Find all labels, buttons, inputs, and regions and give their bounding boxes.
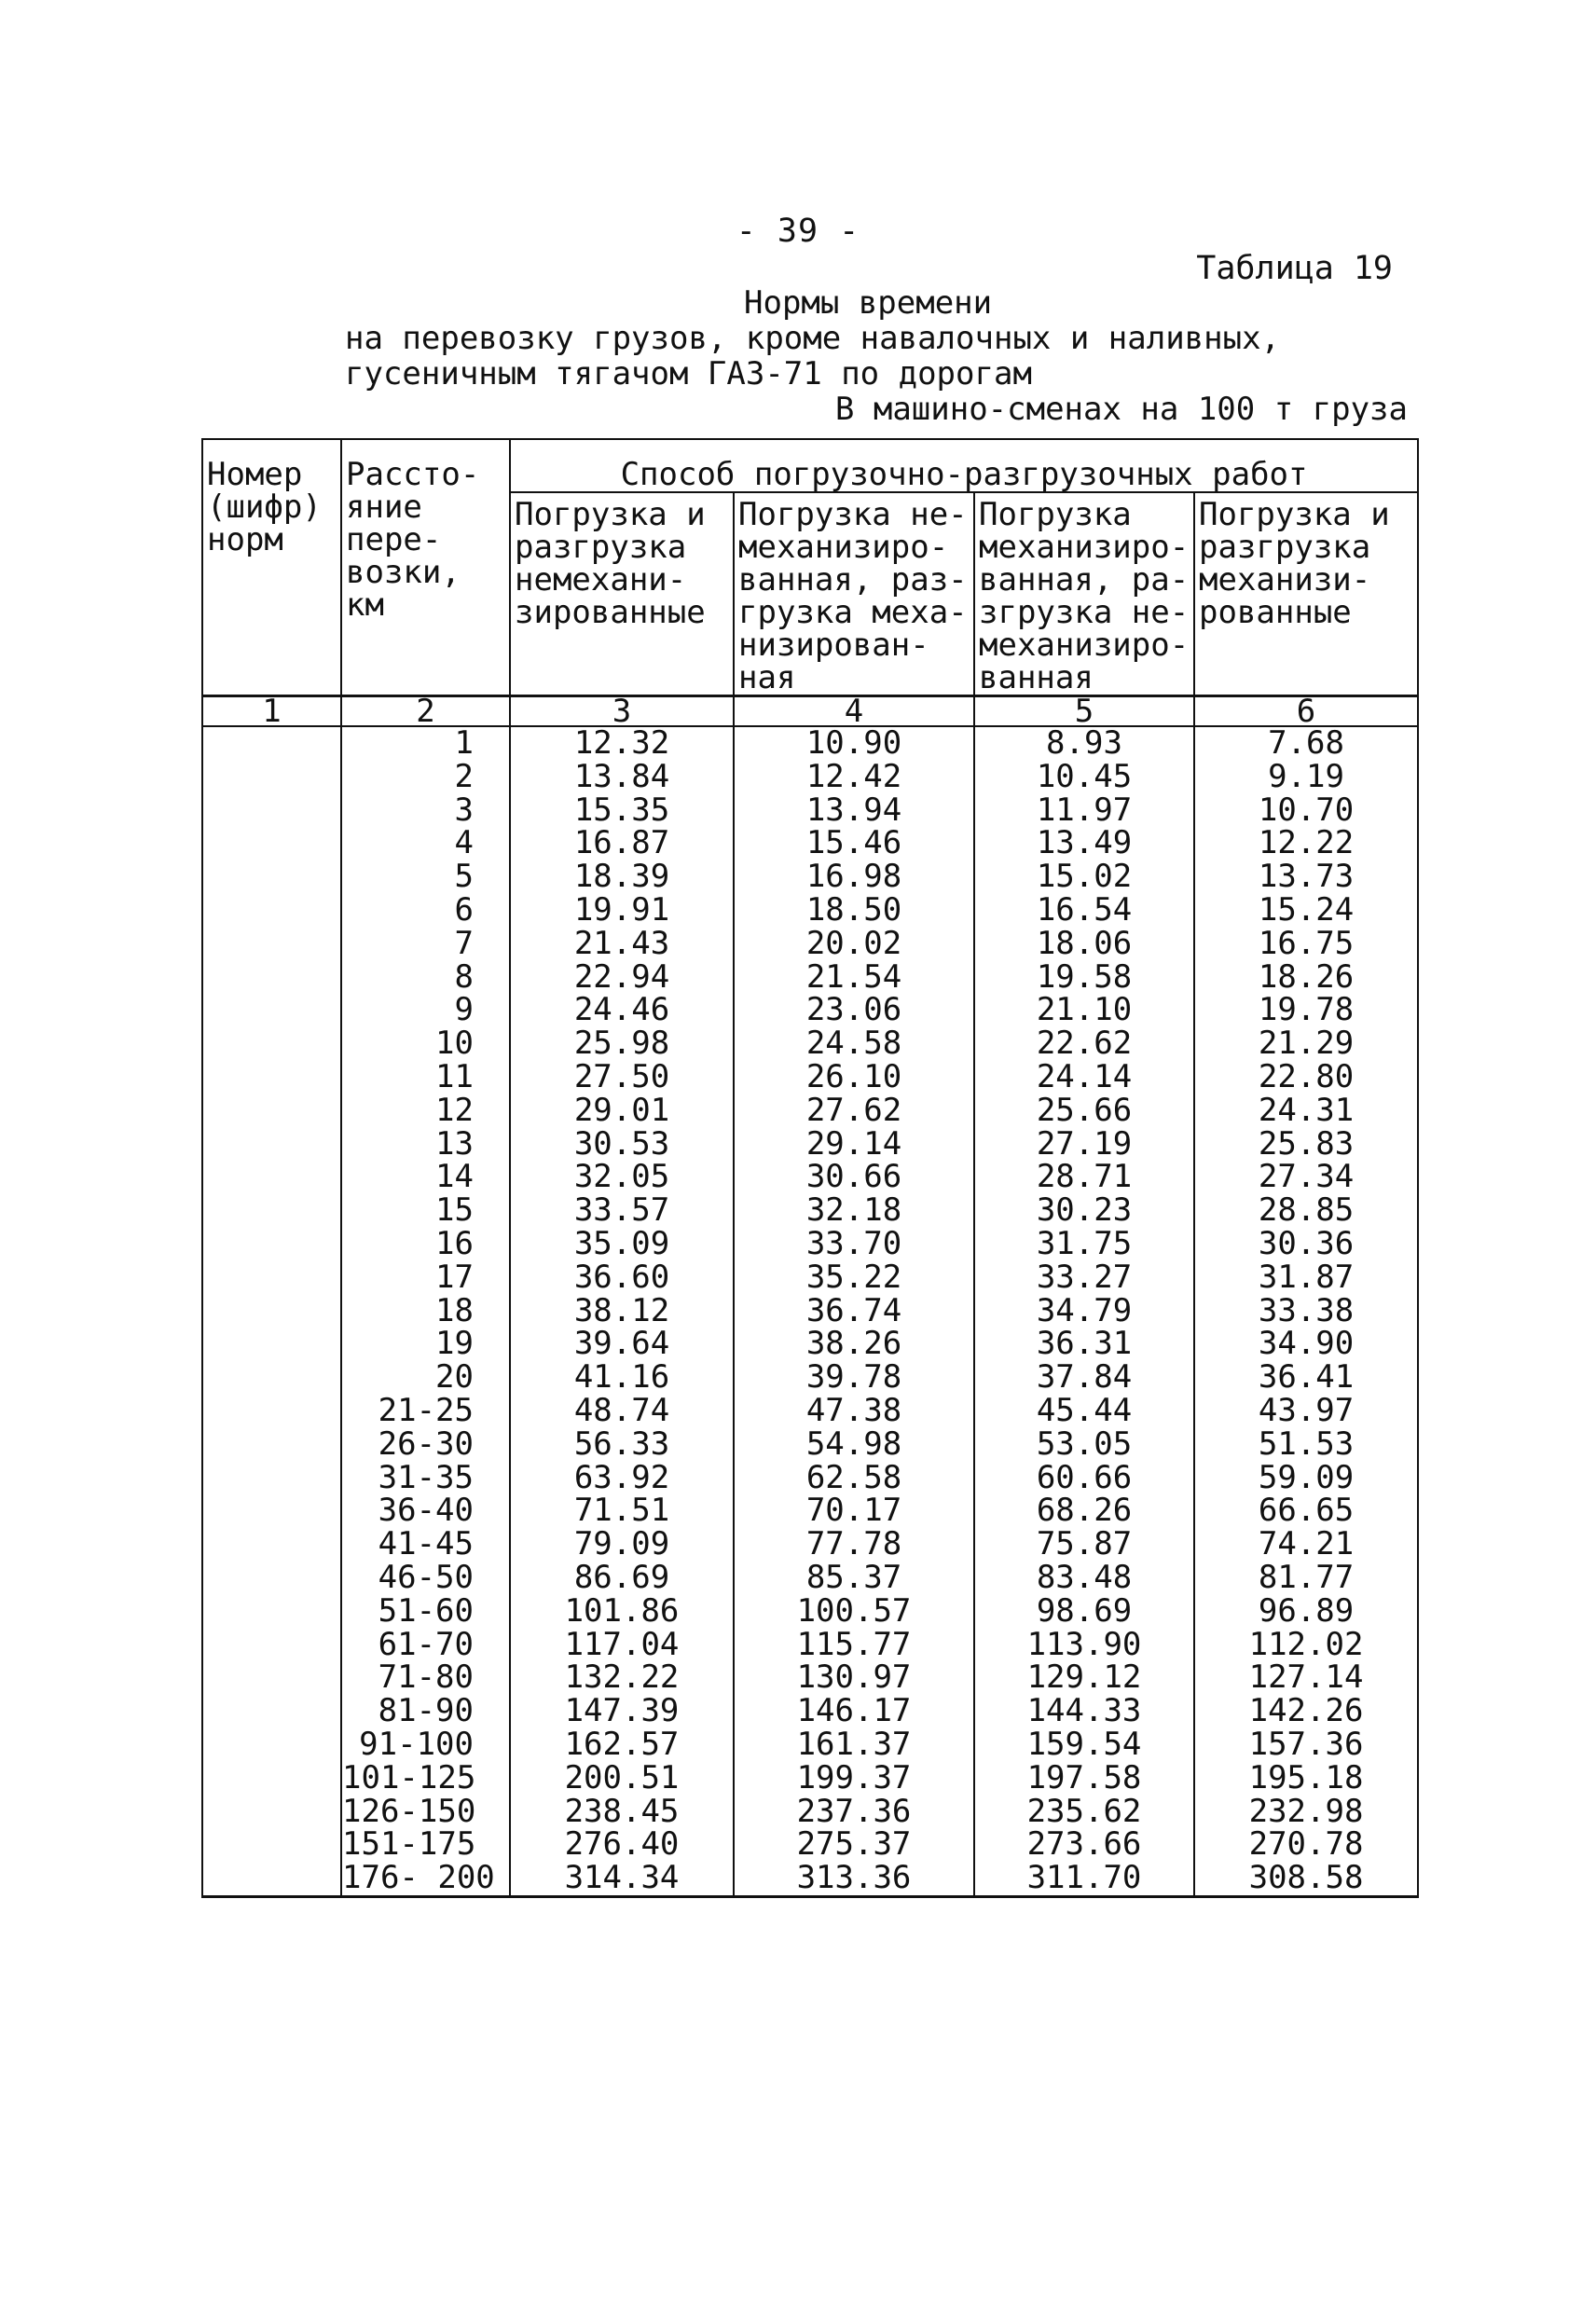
cell-distance: 36-40 bbox=[341, 1494, 510, 1528]
cell-norm-number bbox=[202, 794, 341, 828]
cell-mech-load-manual-unload: 13.49 bbox=[974, 827, 1194, 860]
cell-norm-number bbox=[202, 894, 341, 928]
cell-distance: 101-125 bbox=[341, 1762, 510, 1796]
cell-mech-load-manual-unload: 83.48 bbox=[974, 1562, 1194, 1595]
cell-mech-load-manual-unload: 19.58 bbox=[974, 961, 1194, 995]
table-row bbox=[202, 1428, 1418, 1462]
cell-mech-both: 81.77 bbox=[1194, 1562, 1418, 1595]
cell-norm-number bbox=[202, 1261, 341, 1295]
header-manual-both: Погрузка и разгрузка немехани- зированные bbox=[510, 492, 734, 696]
table-row bbox=[202, 1862, 1418, 1896]
cell-manual-both: 32.05 bbox=[510, 1161, 734, 1194]
cell-manual-both: 132.22 bbox=[510, 1661, 734, 1695]
cell-manual-both: 86.69 bbox=[510, 1562, 734, 1595]
cell-norm-number bbox=[202, 860, 341, 894]
cell-manual-load-mech-unload: 39.78 bbox=[734, 1361, 974, 1395]
cell-distance: 12 bbox=[341, 1094, 510, 1128]
cell-mech-both: 16.75 bbox=[1194, 928, 1418, 961]
cell-mech-load-manual-unload: 22.62 bbox=[974, 1027, 1194, 1061]
cell-norm-number bbox=[202, 1762, 341, 1796]
cell-distance: 13 bbox=[341, 1128, 510, 1162]
cell-mech-both: 308.58 bbox=[1194, 1862, 1418, 1896]
table-row bbox=[202, 827, 1418, 860]
cell-distance: 71-80 bbox=[341, 1661, 510, 1695]
table-row bbox=[202, 1494, 1418, 1528]
cell-manual-load-mech-unload: 62.58 bbox=[734, 1462, 974, 1495]
cell-manual-both: 56.33 bbox=[510, 1428, 734, 1462]
title-heading: Нормы времени bbox=[744, 284, 993, 322]
cell-mech-both: 30.36 bbox=[1194, 1228, 1418, 1261]
cell-manual-both: 35.09 bbox=[510, 1228, 734, 1261]
cell-mech-load-manual-unload: 68.26 bbox=[974, 1494, 1194, 1528]
cell-manual-both: 27.50 bbox=[510, 1061, 734, 1094]
cell-mech-both: 9.19 bbox=[1194, 761, 1418, 794]
cell-manual-load-mech-unload: 16.98 bbox=[734, 860, 974, 894]
cell-distance: 81-90 bbox=[341, 1695, 510, 1728]
cell-mech-load-manual-unload: 30.23 bbox=[974, 1194, 1194, 1228]
cell-manual-load-mech-unload: 161.37 bbox=[734, 1728, 974, 1762]
cell-manual-both: 33.57 bbox=[510, 1194, 734, 1228]
cell-mech-load-manual-unload: 197.58 bbox=[974, 1762, 1194, 1796]
cell-mech-load-manual-unload: 235.62 bbox=[974, 1796, 1194, 1829]
cell-manual-load-mech-unload: 199.37 bbox=[734, 1762, 974, 1796]
cell-mech-load-manual-unload: 24.14 bbox=[974, 1061, 1194, 1094]
cell-mech-load-manual-unload: 28.71 bbox=[974, 1161, 1194, 1194]
cell-norm-number bbox=[202, 928, 341, 961]
cell-manual-both: 16.87 bbox=[510, 827, 734, 860]
cell-mech-both: 18.26 bbox=[1194, 961, 1418, 995]
cell-distance: 151-175 bbox=[341, 1828, 510, 1862]
table-title bbox=[345, 285, 1417, 427]
cell-manual-both: 15.35 bbox=[510, 794, 734, 828]
cell-manual-load-mech-unload: 115.77 bbox=[734, 1629, 974, 1662]
cell-norm-number bbox=[202, 1595, 341, 1629]
cell-mech-load-manual-unload: 53.05 bbox=[974, 1428, 1194, 1462]
cell-mech-both: 96.89 bbox=[1194, 1595, 1418, 1629]
cell-mech-load-manual-unload: 34.79 bbox=[974, 1295, 1194, 1328]
cell-manual-both: 22.94 bbox=[510, 961, 734, 995]
cell-distance: 26-30 bbox=[341, 1428, 510, 1462]
cell-manual-load-mech-unload: 38.26 bbox=[734, 1328, 974, 1361]
cell-manual-load-mech-unload: 35.22 bbox=[734, 1261, 974, 1295]
cell-mech-both: 270.78 bbox=[1194, 1828, 1418, 1862]
column-number: 2 bbox=[341, 696, 510, 727]
cell-norm-number bbox=[202, 1194, 341, 1228]
cell-norm-number bbox=[202, 1428, 341, 1462]
cell-norm-number bbox=[202, 994, 341, 1027]
cell-norm-number bbox=[202, 1094, 341, 1128]
cell-manual-load-mech-unload: 130.97 bbox=[734, 1661, 974, 1695]
cell-manual-both: 41.16 bbox=[510, 1361, 734, 1395]
cell-mech-load-manual-unload: 16.54 bbox=[974, 894, 1194, 928]
cell-mech-both: 66.65 bbox=[1194, 1494, 1418, 1528]
cell-manual-both: 39.64 bbox=[510, 1328, 734, 1361]
cell-mech-load-manual-unload: 21.10 bbox=[974, 994, 1194, 1027]
table-row bbox=[202, 726, 1418, 761]
cell-distance: 18 bbox=[341, 1295, 510, 1328]
cell-norm-number bbox=[202, 1695, 341, 1728]
cell-manual-load-mech-unload: 54.98 bbox=[734, 1428, 974, 1462]
cell-manual-load-mech-unload: 77.78 bbox=[734, 1528, 974, 1562]
table-row bbox=[202, 1395, 1418, 1428]
cell-mech-both: 10.70 bbox=[1194, 794, 1418, 828]
cell-manual-load-mech-unload: 36.74 bbox=[734, 1295, 974, 1328]
cell-distance: 3 bbox=[341, 794, 510, 828]
cell-mech-load-manual-unload: 144.33 bbox=[974, 1695, 1194, 1728]
table-row bbox=[202, 894, 1418, 928]
cell-manual-both: 29.01 bbox=[510, 1094, 734, 1128]
cell-norm-number bbox=[202, 1862, 341, 1896]
cell-mech-both: 12.22 bbox=[1194, 827, 1418, 860]
cell-distance: 9 bbox=[341, 994, 510, 1027]
cell-manual-both: 19.91 bbox=[510, 894, 734, 928]
cell-mech-both: 74.21 bbox=[1194, 1528, 1418, 1562]
column-number: 1 bbox=[202, 696, 341, 727]
cell-manual-load-mech-unload: 27.62 bbox=[734, 1094, 974, 1128]
table-row bbox=[202, 1595, 1418, 1629]
cell-manual-load-mech-unload: 47.38 bbox=[734, 1395, 974, 1428]
cell-mech-load-manual-unload: 25.66 bbox=[974, 1094, 1194, 1128]
cell-manual-both: 13.84 bbox=[510, 761, 734, 794]
title-subject: на перевозку грузов, кроме навалочных и наливных, bbox=[345, 320, 1281, 357]
cell-manual-load-mech-unload: 15.46 bbox=[734, 827, 974, 860]
title-units: В машино-сменах на 100 т груза bbox=[834, 391, 1408, 428]
cell-mech-both: 43.97 bbox=[1194, 1395, 1418, 1428]
cell-manual-load-mech-unload: 26.10 bbox=[734, 1061, 974, 1094]
cell-mech-both: 13.73 bbox=[1194, 860, 1418, 894]
cell-mech-both: 34.90 bbox=[1194, 1328, 1418, 1361]
cell-manual-both: 238.45 bbox=[510, 1796, 734, 1829]
cell-manual-both: 12.32 bbox=[510, 726, 734, 761]
cell-manual-both: 162.57 bbox=[510, 1728, 734, 1762]
cell-mech-both: 142.26 bbox=[1194, 1695, 1418, 1728]
cell-manual-load-mech-unload: 18.50 bbox=[734, 894, 974, 928]
cell-manual-both: 79.09 bbox=[510, 1528, 734, 1562]
cell-distance: 61-70 bbox=[341, 1629, 510, 1662]
cell-distance: 41-45 bbox=[341, 1528, 510, 1562]
cell-norm-number bbox=[202, 1328, 341, 1361]
header-manual-load-mech-unload: Погрузка не- механизиро- ванная, раз- грузка меха- низирован- ная bbox=[734, 492, 974, 696]
cell-manual-both: 30.53 bbox=[510, 1128, 734, 1162]
cell-mech-both: 7.68 bbox=[1194, 726, 1418, 761]
cell-norm-number bbox=[202, 1494, 341, 1528]
cell-manual-both: 36.60 bbox=[510, 1261, 734, 1295]
cell-mech-both: 19.78 bbox=[1194, 994, 1418, 1027]
table-row bbox=[202, 1161, 1418, 1194]
cell-mech-load-manual-unload: 60.66 bbox=[974, 1462, 1194, 1495]
cell-norm-number bbox=[202, 1027, 341, 1061]
header-mech-both: Погрузка и разгрузка механизи- рованные bbox=[1194, 492, 1418, 696]
cell-mech-load-manual-unload: 31.75 bbox=[974, 1228, 1194, 1261]
cell-distance: 19 bbox=[341, 1328, 510, 1361]
cell-mech-both: 27.34 bbox=[1194, 1161, 1418, 1194]
cell-mech-both: 28.85 bbox=[1194, 1194, 1418, 1228]
cell-mech-load-manual-unload: 27.19 bbox=[974, 1128, 1194, 1162]
cell-mech-both: 51.53 bbox=[1194, 1428, 1418, 1462]
cell-mech-load-manual-unload: 311.70 bbox=[974, 1862, 1194, 1896]
cell-manual-load-mech-unload: 20.02 bbox=[734, 928, 974, 961]
cell-norm-number bbox=[202, 1161, 341, 1194]
cell-manual-load-mech-unload: 21.54 bbox=[734, 961, 974, 995]
cell-distance: 17 bbox=[341, 1261, 510, 1295]
cell-mech-load-manual-unload: 45.44 bbox=[974, 1395, 1194, 1428]
cell-mech-load-manual-unload: 18.06 bbox=[974, 928, 1194, 961]
cell-manual-load-mech-unload: 12.42 bbox=[734, 761, 974, 794]
cell-manual-both: 147.39 bbox=[510, 1695, 734, 1728]
column-number: 3 bbox=[510, 696, 734, 727]
cell-distance: 8 bbox=[341, 961, 510, 995]
cell-mech-load-manual-unload: 75.87 bbox=[974, 1528, 1194, 1562]
header-distance: Рассто- яние пере- возки, км bbox=[341, 439, 510, 696]
title-vehicle: гусеничным тягачом ГАЗ-71 по дорогам bbox=[345, 355, 1032, 392]
cell-norm-number bbox=[202, 1361, 341, 1395]
cell-mech-both: 25.83 bbox=[1194, 1128, 1418, 1162]
page-number: - 39 - bbox=[736, 213, 860, 250]
table-row bbox=[202, 1762, 1418, 1796]
cell-mech-both: 36.41 bbox=[1194, 1361, 1418, 1395]
cell-mech-load-manual-unload: 15.02 bbox=[974, 860, 1194, 894]
cell-norm-number bbox=[202, 1828, 341, 1862]
cell-distance: 10 bbox=[341, 1027, 510, 1061]
cell-norm-number bbox=[202, 1528, 341, 1562]
cell-manual-load-mech-unload: 146.17 bbox=[734, 1695, 974, 1728]
cell-mech-both: 195.18 bbox=[1194, 1762, 1418, 1796]
table-row bbox=[202, 1328, 1418, 1361]
cell-manual-both: 200.51 bbox=[510, 1762, 734, 1796]
cell-mech-both: 33.38 bbox=[1194, 1295, 1418, 1328]
cell-mech-both: 59.09 bbox=[1194, 1462, 1418, 1495]
cell-manual-both: 24.46 bbox=[510, 994, 734, 1027]
cell-distance: 126-150 bbox=[341, 1796, 510, 1829]
cell-distance: 31-35 bbox=[341, 1462, 510, 1495]
cell-norm-number bbox=[202, 1128, 341, 1162]
column-number: 4 bbox=[734, 696, 974, 727]
cell-norm-number bbox=[202, 1562, 341, 1595]
header-method-group: Способ погрузочно-разгрузочных работ bbox=[510, 439, 1418, 492]
cell-manual-both: 101.86 bbox=[510, 1595, 734, 1629]
table-row bbox=[202, 1061, 1418, 1094]
table-row bbox=[202, 1828, 1418, 1862]
cell-manual-load-mech-unload: 100.57 bbox=[734, 1595, 974, 1629]
cell-manual-load-mech-unload: 24.58 bbox=[734, 1027, 974, 1061]
table-row bbox=[202, 961, 1418, 995]
cell-mech-both: 22.80 bbox=[1194, 1061, 1418, 1094]
table-row bbox=[202, 1462, 1418, 1495]
cell-manual-both: 25.98 bbox=[510, 1027, 734, 1061]
cell-norm-number bbox=[202, 1295, 341, 1328]
table-row bbox=[202, 1361, 1418, 1395]
cell-manual-load-mech-unload: 32.18 bbox=[734, 1194, 974, 1228]
table-row bbox=[202, 1128, 1418, 1162]
cell-manual-load-mech-unload: 313.36 bbox=[734, 1862, 974, 1896]
cell-distance: 7 bbox=[341, 928, 510, 961]
cell-manual-both: 18.39 bbox=[510, 860, 734, 894]
cell-distance: 6 bbox=[341, 894, 510, 928]
cell-norm-number bbox=[202, 1061, 341, 1094]
cell-distance: 20 bbox=[341, 1361, 510, 1395]
cell-norm-number bbox=[202, 827, 341, 860]
header-mech-load-manual-unload: Погрузка механизиро- ванная, ра- згрузка не- механизиро- ванная bbox=[974, 492, 1194, 696]
cell-manual-both: 38.12 bbox=[510, 1295, 734, 1328]
table-row bbox=[202, 1562, 1418, 1595]
cell-manual-load-mech-unload: 13.94 bbox=[734, 794, 974, 828]
cell-manual-both: 314.34 bbox=[510, 1862, 734, 1896]
cell-manual-both: 48.74 bbox=[510, 1395, 734, 1428]
cell-distance: 2 bbox=[341, 761, 510, 794]
cell-mech-load-manual-unload: 33.27 bbox=[974, 1261, 1194, 1295]
cell-mech-load-manual-unload: 113.90 bbox=[974, 1629, 1194, 1662]
table-row bbox=[202, 1728, 1418, 1762]
cell-mech-load-manual-unload: 37.84 bbox=[974, 1361, 1194, 1395]
cell-distance: 1 bbox=[341, 726, 510, 761]
column-number-row bbox=[202, 696, 1418, 727]
table-row bbox=[202, 860, 1418, 894]
header-norm-number: Номер (шифр) норм bbox=[202, 439, 341, 696]
cell-distance: 11 bbox=[341, 1061, 510, 1094]
cell-distance: 5 bbox=[341, 860, 510, 894]
cell-distance: 46-50 bbox=[341, 1562, 510, 1595]
cell-mech-load-manual-unload: 273.66 bbox=[974, 1828, 1194, 1862]
cell-mech-both: 21.29 bbox=[1194, 1027, 1418, 1061]
cell-distance: 176- 200 bbox=[341, 1862, 510, 1896]
cell-mech-both: 232.98 bbox=[1194, 1796, 1418, 1829]
cell-mech-both: 15.24 bbox=[1194, 894, 1418, 928]
cell-mech-load-manual-unload: 129.12 bbox=[974, 1661, 1194, 1695]
cell-manual-load-mech-unload: 30.66 bbox=[734, 1161, 974, 1194]
table-row bbox=[202, 1629, 1418, 1662]
table-row bbox=[202, 1194, 1418, 1228]
cell-norm-number bbox=[202, 1661, 341, 1695]
cell-distance: 21-25 bbox=[341, 1395, 510, 1428]
table-row bbox=[202, 1027, 1418, 1061]
table-row bbox=[202, 928, 1418, 961]
cell-norm-number bbox=[202, 1228, 341, 1261]
cell-mech-load-manual-unload: 11.97 bbox=[974, 794, 1194, 828]
cell-manual-load-mech-unload: 85.37 bbox=[734, 1562, 974, 1595]
cell-distance: 16 bbox=[341, 1228, 510, 1261]
table-row bbox=[202, 1528, 1418, 1562]
table-row bbox=[202, 1796, 1418, 1829]
cell-mech-both: 31.87 bbox=[1194, 1261, 1418, 1295]
cell-manual-load-mech-unload: 23.06 bbox=[734, 994, 974, 1027]
column-number: 6 bbox=[1194, 696, 1418, 727]
cell-manual-load-mech-unload: 237.36 bbox=[734, 1796, 974, 1829]
cell-distance: 14 bbox=[341, 1161, 510, 1194]
cell-mech-both: 24.31 bbox=[1194, 1094, 1418, 1128]
cell-mech-both: 127.14 bbox=[1194, 1661, 1418, 1695]
cell-norm-number bbox=[202, 961, 341, 995]
table-row bbox=[202, 1261, 1418, 1295]
table-row bbox=[202, 1094, 1418, 1128]
norms-table bbox=[201, 438, 1419, 1898]
cell-norm-number bbox=[202, 1395, 341, 1428]
cell-norm-number bbox=[202, 761, 341, 794]
cell-norm-number bbox=[202, 1462, 341, 1495]
cell-manual-both: 63.92 bbox=[510, 1462, 734, 1495]
table-label: Таблица 19 bbox=[1196, 250, 1393, 287]
cell-distance: 15 bbox=[341, 1194, 510, 1228]
cell-mech-load-manual-unload: 10.45 bbox=[974, 761, 1194, 794]
cell-manual-both: 21.43 bbox=[510, 928, 734, 961]
cell-manual-load-mech-unload: 275.37 bbox=[734, 1828, 974, 1862]
cell-manual-both: 71.51 bbox=[510, 1494, 734, 1528]
cell-manual-load-mech-unload: 33.70 bbox=[734, 1228, 974, 1261]
table-row bbox=[202, 1228, 1418, 1261]
cell-norm-number bbox=[202, 1728, 341, 1762]
cell-norm-number bbox=[202, 1629, 341, 1662]
cell-distance: 4 bbox=[341, 827, 510, 860]
cell-manual-load-mech-unload: 29.14 bbox=[734, 1128, 974, 1162]
cell-manual-both: 276.40 bbox=[510, 1828, 734, 1862]
cell-mech-load-manual-unload: 8.93 bbox=[974, 726, 1194, 761]
column-number: 5 bbox=[974, 696, 1194, 727]
table-row bbox=[202, 1661, 1418, 1695]
table-row bbox=[202, 1295, 1418, 1328]
table-row bbox=[202, 794, 1418, 828]
cell-norm-number bbox=[202, 726, 341, 761]
cell-manual-load-mech-unload: 70.17 bbox=[734, 1494, 974, 1528]
cell-manual-both: 117.04 bbox=[510, 1629, 734, 1662]
cell-mech-load-manual-unload: 36.31 bbox=[974, 1328, 1194, 1361]
cell-distance: 51-60 bbox=[341, 1595, 510, 1629]
cell-mech-both: 157.36 bbox=[1194, 1728, 1418, 1762]
table-row bbox=[202, 994, 1418, 1027]
cell-manual-load-mech-unload: 10.90 bbox=[734, 726, 974, 761]
cell-mech-both: 112.02 bbox=[1194, 1629, 1418, 1662]
cell-mech-load-manual-unload: 98.69 bbox=[974, 1595, 1194, 1629]
cell-norm-number bbox=[202, 1796, 341, 1829]
table-row bbox=[202, 1695, 1418, 1728]
cell-distance: 91-100 bbox=[341, 1728, 510, 1762]
cell-mech-load-manual-unload: 159.54 bbox=[974, 1728, 1194, 1762]
table-row bbox=[202, 761, 1418, 794]
